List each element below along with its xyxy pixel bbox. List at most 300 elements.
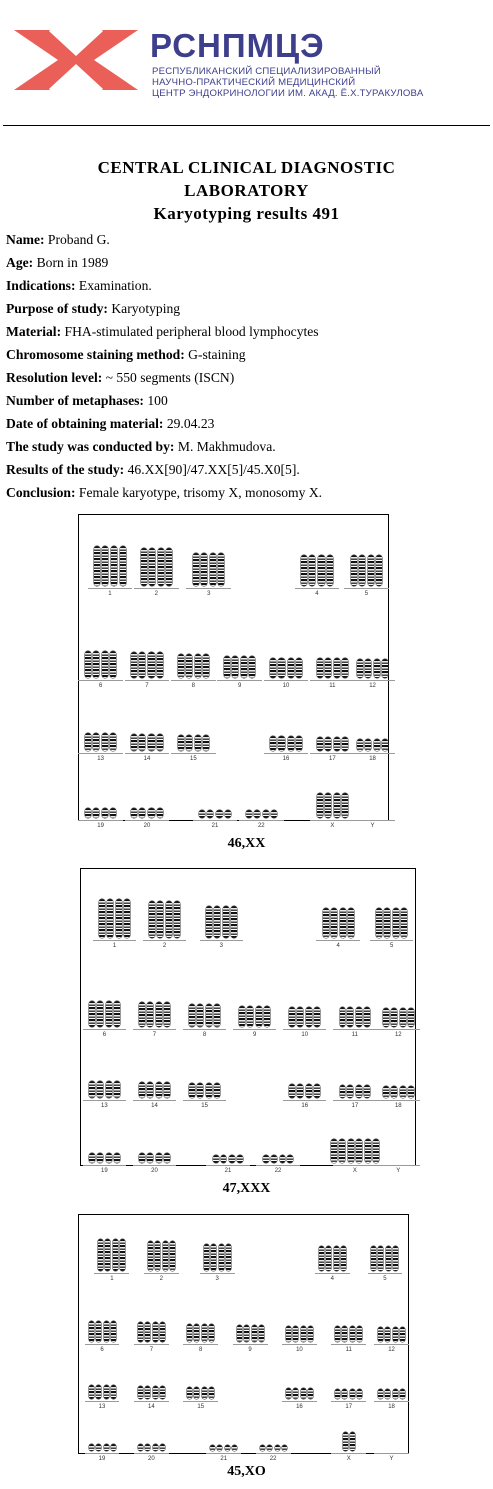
chromatid — [308, 1388, 313, 1399]
chromosome-number: 15 — [189, 755, 197, 762]
chromatid — [247, 1006, 253, 1027]
chromatid — [148, 808, 154, 818]
org-full-name — [152, 66, 487, 99]
chromosome-number: 20 — [151, 1168, 158, 1175]
chromosome-number: 4 — [330, 1275, 334, 1282]
chromatid — [309, 555, 315, 586]
chromatid — [308, 1326, 313, 1342]
chromosome-number: 18 — [388, 1404, 395, 1411]
chromatid — [89, 1321, 94, 1342]
chromatid — [256, 1006, 262, 1027]
chromatid — [209, 1324, 214, 1342]
chromosome-number: 19 — [101, 1168, 108, 1175]
chromatid — [374, 659, 380, 678]
chromosome-baseline — [283, 1029, 326, 1030]
chromatid — [326, 1246, 331, 1270]
chromosome-number: 14 — [143, 755, 151, 762]
chromatid — [195, 654, 201, 677]
chromosome-number: 10 — [282, 682, 290, 689]
chromatid — [341, 1246, 346, 1270]
org-full-line: РЕСПУБЛИКАНСКИЙ СПЕЦИАЛИЗИРОВАННЫЙ — [152, 66, 381, 77]
chromatid — [226, 1244, 231, 1270]
chromosome-number: X — [352, 1168, 357, 1175]
chromatid — [314, 1084, 320, 1098]
chromatid — [120, 546, 126, 586]
field-label: Resolution level: — [6, 370, 103, 385]
chromatid — [186, 654, 192, 677]
chromosome-number: 15 — [201, 1102, 208, 1109]
chromatid — [391, 1086, 397, 1098]
field-date — [6, 414, 491, 437]
chromatid — [382, 659, 388, 678]
chromatid — [204, 1244, 209, 1270]
chromosome-number: 10 — [301, 1031, 309, 1038]
chromatid — [297, 1084, 303, 1098]
chromatid — [314, 1007, 320, 1027]
chromatid — [98, 1239, 103, 1270]
chromatid — [131, 734, 137, 751]
chromosome-baseline — [171, 753, 216, 754]
chromatid — [364, 1085, 370, 1098]
chromosome-number: 7 — [149, 1346, 154, 1353]
chromatid — [156, 1153, 162, 1163]
chromatid — [249, 656, 255, 677]
field-value: 29.04.23 — [163, 416, 215, 431]
chromatid — [357, 1389, 362, 1399]
chromatid — [270, 736, 276, 751]
chromatid — [306, 1084, 312, 1098]
chromatid — [147, 1082, 153, 1098]
chromosome-number: 10 — [296, 1346, 303, 1353]
chromosome-baseline — [193, 820, 238, 821]
field-age — [6, 253, 491, 276]
chromatid — [260, 1445, 265, 1451]
chromosome-number: 14 — [148, 1404, 155, 1411]
chromatid — [278, 736, 284, 751]
chromosome-baseline — [83, 1100, 126, 1101]
chromosome-baseline — [217, 680, 262, 681]
chromatid — [393, 1246, 398, 1270]
center-logo-icon — [10, 24, 142, 96]
chromatid — [229, 1155, 235, 1163]
chromosome-number: 13 — [98, 1404, 106, 1411]
chromosome-baseline — [206, 1453, 241, 1454]
chromosome-number: 11 — [345, 1346, 352, 1353]
lab-title-line-2: LABORATORY — [184, 181, 309, 200]
chromatid — [252, 1325, 257, 1342]
chromosome-number: 8 — [191, 682, 195, 689]
chromosome-baseline — [134, 588, 179, 589]
chromatid — [149, 901, 155, 938]
chromatid — [145, 1322, 150, 1342]
chromatid — [202, 1387, 207, 1399]
chromosome-baseline — [83, 1165, 126, 1166]
chromosome-baseline — [125, 753, 170, 754]
chromatid — [186, 735, 192, 751]
chromosome-baseline — [368, 1273, 403, 1274]
chromatid — [89, 1444, 94, 1452]
chromatid — [221, 1155, 227, 1163]
chromosome-baseline — [295, 588, 340, 589]
chromatid — [157, 808, 163, 818]
chromatid — [111, 1385, 116, 1399]
chromosome-number: 17 — [351, 1102, 359, 1109]
chromosome-number: 3 — [207, 591, 211, 598]
chromosome-number: 5 — [364, 591, 369, 598]
field-value: Examination. — [75, 278, 152, 293]
chromosome-baseline — [283, 1100, 326, 1101]
chromatid — [210, 1445, 215, 1451]
chromosome-baseline — [233, 1029, 276, 1030]
chromatid — [110, 651, 116, 678]
chromosome-number: 17 — [329, 755, 336, 762]
chromosome-baseline — [333, 1029, 376, 1030]
field-label: Indications: — [6, 278, 76, 293]
chromatid — [216, 810, 222, 818]
chromatid — [153, 1444, 158, 1452]
field-value: 46.XX[90]/47.XX[5]/45.X0[5]. — [124, 462, 300, 477]
chromatid — [96, 1385, 101, 1399]
lab-title-line-1: CENTRAL CLINICAL DIAGNOSTIC — [97, 158, 396, 177]
chromatid — [120, 1239, 125, 1270]
chromatid — [195, 735, 201, 751]
chromatid — [408, 1086, 414, 1098]
chromosome-number: 21 — [220, 1456, 228, 1463]
chromosome-baseline — [143, 940, 186, 941]
org-full-line: ЦЕНТР ЭНДОКРИНОЛОГИИ ИМ. АКАД. Ё.Х.ТУРАКУЛОВА — [152, 88, 424, 99]
chromatid — [148, 652, 154, 678]
chromatid — [158, 548, 164, 586]
chromatid — [96, 1444, 101, 1452]
chromatid — [383, 1008, 389, 1026]
chromatid — [206, 1083, 212, 1098]
field-label: Number of metaphases: — [6, 393, 144, 408]
chromatid — [340, 1085, 346, 1098]
chromatid — [231, 906, 237, 939]
chromatid — [116, 899, 122, 938]
chromosome-number: 7 — [152, 1031, 157, 1038]
chromosome-number: Y — [396, 1168, 401, 1175]
chromosome-number: 1 — [112, 943, 117, 950]
chromatid — [401, 908, 407, 938]
chromatid — [288, 736, 294, 751]
chromatid — [85, 733, 91, 751]
chromosome-number: 8 — [202, 1031, 207, 1038]
chromatid — [334, 658, 340, 678]
chromatid — [97, 1001, 103, 1027]
chromatid — [348, 908, 354, 938]
chromatid — [114, 1081, 120, 1098]
chromatid — [287, 1155, 293, 1163]
chromatid — [275, 1445, 280, 1451]
chromatid — [203, 735, 209, 751]
chromatid — [391, 1008, 397, 1026]
chromatid — [174, 901, 180, 938]
field-results — [6, 460, 491, 483]
chromatid — [89, 1001, 95, 1027]
chromatid — [139, 734, 145, 751]
chromatid — [319, 1246, 324, 1270]
chromosome-baseline — [233, 1344, 268, 1345]
field-label: Material: — [6, 324, 62, 339]
chromatid — [342, 793, 348, 818]
chromatid — [400, 1327, 405, 1342]
chromosome-number: 16 — [282, 755, 290, 762]
chromatid — [286, 1326, 291, 1342]
chromatid — [138, 1322, 143, 1342]
chromatid — [241, 656, 247, 677]
chromosome-baseline — [350, 753, 395, 754]
chromatid — [335, 1326, 340, 1342]
chromatid — [306, 1007, 312, 1027]
field-value: Karyotyping — [107, 301, 181, 316]
chromatid — [110, 808, 116, 818]
chromatid — [382, 739, 388, 751]
chromatid — [400, 1086, 406, 1098]
chromatid — [155, 1241, 160, 1271]
chromatid — [105, 1239, 110, 1270]
field-material — [6, 322, 491, 345]
chromosome-baseline — [264, 680, 309, 681]
chromatid — [334, 793, 340, 818]
field-value: 100 — [143, 393, 168, 408]
chromosome-baseline — [256, 1453, 291, 1454]
field-value: Born in 1989 — [33, 255, 109, 270]
field-conducted-by — [6, 437, 491, 460]
field-value: ~ 550 segments (ISCN) — [102, 370, 235, 385]
chromatid — [131, 808, 137, 818]
chromatid — [201, 553, 207, 587]
chromosome-baseline — [83, 1029, 126, 1030]
chromatid — [340, 1007, 346, 1027]
chromosome-number: 1 — [110, 1275, 114, 1282]
chromatid — [166, 548, 172, 586]
chromatid — [202, 1324, 207, 1342]
chromosome-number: 7 — [145, 682, 149, 689]
chromatid — [365, 659, 371, 678]
chromosome-number: 5 — [389, 943, 394, 950]
chromatid — [96, 1321, 101, 1342]
chromatid — [139, 1153, 145, 1163]
chromosome-number: X — [346, 1456, 351, 1463]
chromosome-number: 20 — [148, 1456, 155, 1463]
chromatid — [225, 1445, 230, 1451]
chromosome-baseline — [377, 1165, 420, 1166]
chromatid — [193, 553, 199, 587]
chromosome-baseline — [310, 753, 355, 754]
chromatid — [102, 808, 108, 818]
chromatid — [157, 734, 163, 751]
chromatid — [189, 1083, 195, 1098]
chromatid — [197, 1004, 203, 1027]
chromatid — [187, 1324, 192, 1342]
chromatid — [301, 1326, 306, 1342]
chromatid — [147, 1153, 153, 1163]
chromosome-baseline — [370, 940, 413, 941]
chromosome-baseline — [206, 1165, 249, 1166]
chromosome-baseline — [183, 1029, 226, 1030]
chromatid — [271, 1155, 277, 1163]
karyogram-caption: 46,XX — [227, 836, 266, 851]
chromatid — [325, 658, 331, 678]
chromatid — [197, 1083, 203, 1098]
chromosome-number: 6 — [100, 1346, 104, 1353]
chromatid — [264, 1006, 270, 1027]
report-title-block — [0, 156, 493, 225]
chromatid — [139, 652, 145, 678]
chromosome-baseline — [331, 1344, 366, 1345]
chromatid — [342, 658, 348, 678]
chromosome-baseline — [93, 940, 136, 941]
chromatid — [357, 1326, 362, 1342]
field-value: FHA-stimulated peripheral blood lymphocytes — [61, 324, 319, 339]
chromatid — [199, 810, 205, 818]
field-value: Female karyotype, trisomy X, monosomy X. — [75, 485, 323, 500]
chromatid — [343, 1432, 348, 1451]
chromatid — [131, 652, 137, 678]
chromatid — [89, 1153, 95, 1163]
chromosome-number: Y — [370, 822, 375, 829]
chromatid — [289, 1084, 295, 1098]
chromosome-number: X — [330, 822, 335, 829]
field-conclusion — [6, 483, 491, 506]
chromatid — [102, 733, 108, 751]
chromosome-baseline — [350, 680, 395, 681]
chromatid — [139, 1082, 145, 1098]
chromosome-baseline — [377, 1029, 420, 1030]
chromosome-number: 11 — [329, 682, 336, 689]
chromosome-number: 19 — [98, 1456, 106, 1463]
chromosome-number: 20 — [143, 822, 151, 829]
chromatid — [218, 553, 224, 587]
chromatid — [270, 658, 276, 678]
chromatid — [356, 1139, 362, 1163]
chromatid — [385, 1327, 390, 1342]
chromosome-baseline — [171, 680, 216, 681]
chromosome-number: 9 — [248, 1346, 252, 1353]
chromatid — [334, 737, 340, 750]
chromosome-number: 3 — [219, 943, 223, 950]
chromatid — [296, 736, 302, 751]
chromatid — [342, 1326, 347, 1342]
chromatid — [232, 1445, 237, 1451]
chromosome-baseline — [374, 1453, 409, 1454]
chromatid — [187, 1387, 192, 1399]
chromatid — [400, 1008, 406, 1026]
chromosome-baseline — [186, 588, 231, 589]
chromatid — [327, 555, 333, 586]
chromatid — [138, 1386, 143, 1399]
chromosome-baseline — [333, 1100, 376, 1101]
chromatid — [148, 734, 154, 751]
chromosome-number: 8 — [199, 1346, 203, 1353]
chromatid — [214, 906, 220, 939]
field-label: Date of obtaining material: — [6, 416, 164, 431]
chromatid — [318, 555, 324, 586]
chromosome-baseline — [78, 680, 123, 681]
chromatid — [331, 908, 337, 938]
chromosome-baseline — [85, 1401, 120, 1402]
karyogram-image-45xo — [78, 1214, 409, 1463]
field-label: Age: — [6, 255, 34, 270]
chromosome-baseline — [200, 1273, 235, 1274]
chromatid — [89, 1385, 94, 1399]
report-title: Karyotyping results 491 — [153, 204, 340, 223]
karyogram-caption: 47,XXX — [222, 1181, 271, 1196]
chromatid — [350, 1326, 355, 1342]
chromosome-number: 18 — [369, 755, 376, 762]
chromatid — [111, 546, 117, 586]
chromosome-baseline — [316, 940, 359, 941]
chromosome-baseline — [85, 1344, 120, 1345]
chromatid — [325, 737, 331, 750]
chromatid — [106, 1153, 112, 1163]
chromosome-baseline — [239, 820, 284, 821]
karyogram-image-46xx — [78, 514, 389, 829]
chromosome-number: 9 — [253, 1031, 257, 1038]
chromatid — [219, 1244, 224, 1270]
chromatid — [378, 1327, 383, 1342]
chromosome-baseline — [88, 588, 133, 589]
chromatid — [373, 1139, 379, 1163]
chromatid — [111, 1444, 116, 1452]
chromosome-baseline — [134, 1344, 169, 1345]
chromosome-number: 22 — [269, 1456, 277, 1463]
chromosome-number: 19 — [97, 822, 104, 829]
chromatid — [113, 1239, 118, 1270]
chromatid — [378, 1246, 383, 1270]
chromatid — [213, 1155, 219, 1163]
chromatid — [85, 651, 91, 678]
chromatid — [383, 1086, 389, 1098]
chromatid — [178, 735, 184, 751]
chromatid — [223, 906, 229, 939]
chromatid — [166, 901, 172, 938]
chromatid — [93, 733, 99, 751]
chromosome-baseline — [125, 820, 170, 821]
chromatid — [278, 658, 284, 678]
chromatid — [244, 1325, 249, 1342]
chromatid — [149, 548, 155, 586]
chromatid — [97, 1153, 103, 1163]
chromosome-number: 12 — [394, 1031, 402, 1038]
chromatid — [106, 1001, 112, 1027]
chromatid — [259, 1325, 264, 1342]
field-indications — [6, 276, 491, 299]
chromosome-number: 21 — [224, 1168, 232, 1175]
field-resolution — [6, 368, 491, 391]
chromatid — [347, 1007, 353, 1027]
chromosome-number: 12 — [388, 1346, 395, 1353]
chromosome-number: 3 — [215, 1275, 219, 1282]
header-divider — [3, 125, 490, 126]
chromosome-number: 4 — [336, 943, 340, 950]
chromatid — [147, 1002, 153, 1027]
chromosome-number: 22 — [257, 822, 265, 829]
chromatid — [232, 656, 238, 677]
chromatid — [206, 1004, 212, 1027]
chromatid — [104, 1444, 109, 1452]
chromosome-number: 21 — [211, 822, 219, 829]
chromosome-baseline — [133, 1165, 176, 1166]
chromatid — [145, 1386, 150, 1399]
chromatid — [280, 1155, 286, 1163]
chromatid — [110, 733, 116, 751]
chromatid — [104, 1385, 109, 1399]
karyogram-image-47xxx — [80, 868, 416, 1175]
chromatid — [157, 652, 163, 678]
chromatid — [203, 654, 209, 677]
